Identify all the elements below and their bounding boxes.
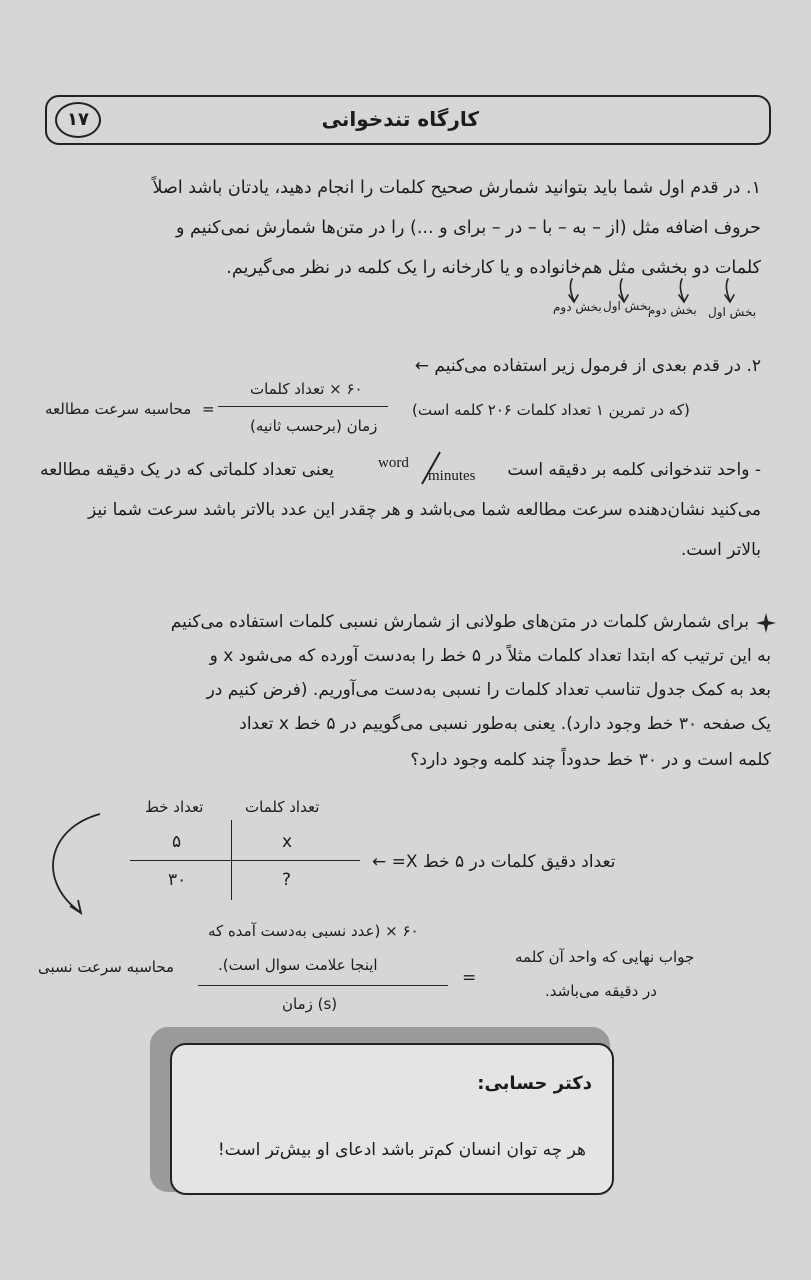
unit-text-before: - واحد تندخوانی کلمه بر دقیقه است <box>507 460 761 480</box>
unit-text-after: یعنی تعداد کلماتی که در یک دقیقه مطالعه <box>40 460 335 480</box>
table-cell-lines-2: ۳۰ <box>168 870 187 890</box>
tip-line1: برای شمارش کلمات در متن‌های طولانی از شمارش نسبی کلمات استفاده می‌کنیم <box>170 612 749 632</box>
formula-numerator: ۶۰ × تعداد کلمات <box>250 380 363 398</box>
word-part-label: بخش اول <box>708 305 757 319</box>
step2-intro: ۲. در قدم بعدی از فرمول زیر استفاده می‌کنیم ← <box>414 356 761 376</box>
word-part-label: بخش دوم <box>648 303 697 317</box>
step1-line3: کلمات دو بخشی مثل هم‌خانواده و یا کارخانه را یک کلمه در نظر می‌گیریم. <box>226 258 761 278</box>
relative-left-label: محاسبه سرعت نسبی <box>38 958 175 976</box>
relative-equals: = <box>462 968 477 988</box>
relative-numerator-2: اینجا علامت سوال است). <box>218 956 378 974</box>
curved-arrow-icon <box>40 810 110 920</box>
unit-line3: بالاتر است. <box>680 540 761 560</box>
unit-line2: می‌کنید نشان‌دهنده سرعت مطالعه شما می‌باشد و هر چقدر این عدد بالاتر باشد سرعت شما نیز <box>87 500 761 520</box>
quote-text: هر چه توان انسان کم‌تر باشد ادعای او بیش‌تر است! <box>217 1140 586 1160</box>
table-cell-words-2: ? <box>282 870 292 890</box>
bullet-star-icon <box>755 612 777 634</box>
tip-line3: بعد به کمک جدول تناسب تعداد کلمات را نسبی به‌دست می‌آوریم. (فرض کنیم در <box>206 680 771 700</box>
formula-note: (که در تمرین ۱ تعداد کلمات ۲۰۶ کلمه است) <box>412 401 690 419</box>
fraction-bar <box>218 406 388 407</box>
table-header-words: تعداد کلمات <box>245 798 320 816</box>
tip-line4: یک صفحه ۳۰ خط وجود دارد). یعنی به‌طور نسبی می‌گوییم در ۵ خط x تعداد <box>239 714 771 734</box>
word-part-label: بخش دوم <box>553 300 602 314</box>
relative-denominator: زمان (s) <box>282 995 338 1013</box>
page-title: کارگاه تندخوانی <box>321 107 479 131</box>
table-divider-horizontal <box>130 860 360 861</box>
step1-line2: حروف اضافه مثل (از – به – با – در – برای و ...) را در متن‌ها شمارش نمی‌کنیم و <box>176 218 761 238</box>
quote-title: دکتر حسابی: <box>477 1073 592 1094</box>
relative-numerator-1: ۶۰ × (عدد نسبی به‌دست آمده که <box>208 922 419 940</box>
step1-line1: ۱. در قدم اول شما باید بتوانید شمارش صحیح کلمات را انجام دهید، یادتان باشد اصلاً <box>152 178 761 198</box>
word-part-label: بخش اول <box>603 299 652 313</box>
formula-equals: = <box>202 400 215 418</box>
fraction-bar <box>198 985 448 986</box>
answer-line1: جواب نهایی که واحد آن کلمه <box>515 948 695 966</box>
quote-box <box>170 1043 614 1195</box>
unit-minutes: minutes <box>428 468 476 484</box>
formula-left-label: محاسبه سرعت مطالعه <box>45 400 192 418</box>
page-number: ۱۷ <box>55 102 101 138</box>
tip-line5: کلمه است و در ۳۰ خط حدوداً چند کلمه وجود دارد؟ <box>410 750 771 770</box>
table-note: تعداد دقیق کلمات در ۵ خط X= ← <box>372 852 616 872</box>
formula-denominator: زمان (برحسب ثانیه) <box>250 417 378 435</box>
tip-line2: به این ترتیب که ابتدا تعداد کلمات مثلاً در ۵ خط را به‌دست آورده که می‌شود x و <box>209 646 771 666</box>
table-cell-words-1: x <box>282 832 293 852</box>
table-header-lines: تعداد خط <box>145 798 204 816</box>
chapter-header <box>45 95 771 145</box>
table-cell-lines-1: ۵ <box>172 832 182 852</box>
answer-line2: در دقیقه می‌باشد. <box>545 982 657 1000</box>
unit-word: word <box>378 455 409 471</box>
